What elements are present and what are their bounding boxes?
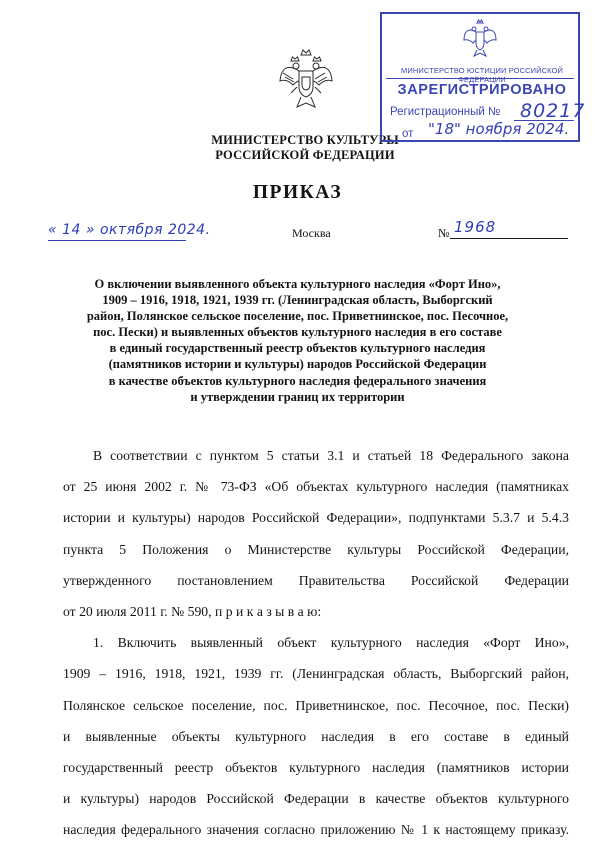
order-date: « 14 » октября 2024. <box>48 222 211 238</box>
title-line: О включении выявленного объекта культурного наследия «Форт Ино», <box>94 277 501 291</box>
registration-stamp <box>380 12 586 142</box>
ministry-name <box>205 133 405 163</box>
title-line: (памятников истории и культуры) народов Российской Федерации <box>108 357 487 372</box>
title-line: и утверждении границ их территории <box>190 389 405 404</box>
body-line: от 25 июня 2002 г. № 73-ФЗ «Об объектах культурного наследия (памятниках <box>63 479 569 495</box>
body-line: пункта 5 Положения о Министерстве культуры Российской Федерации, <box>63 541 569 557</box>
title-line: в качестве объектов культурного наследия федерального значения <box>108 373 487 388</box>
ministry-line-2: РОССИЙСКОЙ ФЕДЕРАЦИИ <box>215 148 395 162</box>
body-line: и культуры) народов Российской Федерации в качестве объектов культурного <box>63 791 569 807</box>
title-line: в единый государственный реестр объектов культурного наследия <box>109 341 486 356</box>
order-number: 1968 <box>454 218 497 236</box>
title-line: район, Полянское сельское поселение, пос. Приветнинское, пос. Песочное, <box>86 309 509 324</box>
title-line: пос. Пески) и выявленных объектов культурного наследия в его составе <box>93 325 502 340</box>
body-line: истории и культуры) народов Российской Федерации», подпунктами 5.3.7 и 5.4.3 <box>63 510 569 526</box>
title-line: 1909 – 1916, 1918, 1921, 1939 гг. (Ленинградская область, Выборгский <box>102 293 493 308</box>
stamp-reg-number: 80217 <box>520 100 586 122</box>
body-line: 1. Включить выявленный объект культурного наследия «Форт Ино», <box>93 635 569 651</box>
document-type: ПРИКАЗ <box>252 182 343 203</box>
body-line: Полянское сельское поселение, пос. Приветнинское, пос. Песочное, пос. Пески) <box>63 697 569 713</box>
stamp-date: "18" ноября 2024. <box>428 120 570 138</box>
body-line: и выявленные объекты культурного наследия в его составе в единый <box>63 728 569 744</box>
order-date-underline <box>48 240 186 241</box>
stamp-reg-number-label: Регистрационный № <box>390 106 501 118</box>
body-line: В соответствии с пунктом 5 статьи 3.1 и статьей 18 Федерального закона <box>93 448 569 463</box>
order-number-underline <box>450 238 568 239</box>
body-line: 1909 – 1916, 1918, 1921, 1939 гг. (Ленинградская область, Выборгский район, <box>63 666 569 682</box>
stamp-status: ЗАРЕГИСТРИРОВАНО <box>397 82 567 98</box>
order-number-sign: № <box>438 226 450 240</box>
body-line: государственный реестр объектов культурного наследия (памятников истории <box>63 759 569 775</box>
body-line: утвержденного постановлением Правительства Российской Федерации <box>63 572 569 588</box>
body-line: от 20 июля 2011 г. № 590, п р и к а з ы в а ю: <box>63 603 322 619</box>
body-line: наследия федерального значения согласно приложению № 1 к настоящему приказу. <box>63 822 569 838</box>
order-city: Москва <box>292 226 331 240</box>
stamp-ministry: МИНИСТЕРСТВО ЮСТИЦИИ РОССИЙСКОЙ ФЕДЕРАЦИИ <box>401 66 563 84</box>
coat-of-arms-icon <box>277 47 335 111</box>
ministry-line-1: МИНИСТЕРСТВО КУЛЬТУРЫ <box>211 133 399 147</box>
stamp-date-label: от <box>402 128 414 140</box>
order-title <box>70 276 525 405</box>
stamp-coat-of-arms-icon <box>462 18 498 58</box>
order-body <box>63 440 569 845</box>
